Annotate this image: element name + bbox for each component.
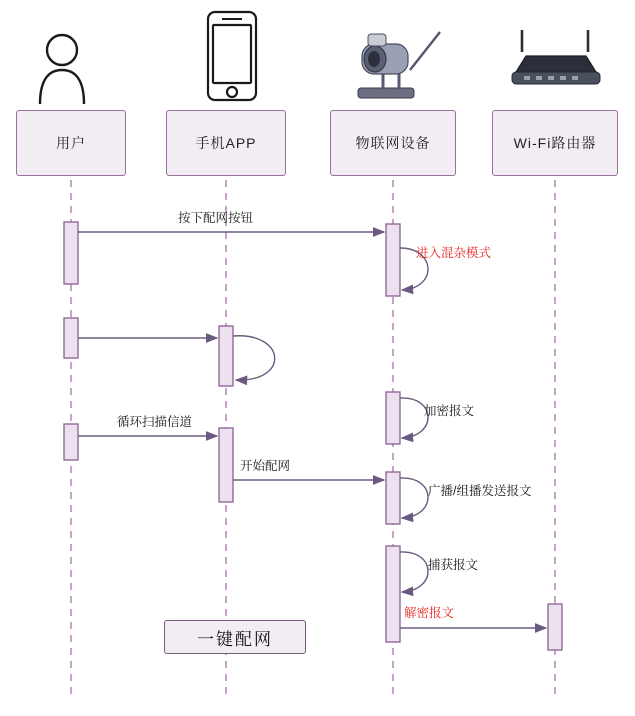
message-label-connect-router: 解密报文 xyxy=(404,606,455,620)
diagram-title-text: 一键配网 xyxy=(197,629,273,649)
lane-label-user: 用户 xyxy=(56,135,86,151)
lane-label-router: Wi-Fi路由器 xyxy=(513,135,597,151)
message-label-press-config-button: 按下配网按钮 xyxy=(178,211,254,225)
message-label-enter-promiscuous-mode: 进入混杂模式 xyxy=(416,246,492,260)
message-label-capture-packet: 广播/组播发送报文 xyxy=(428,484,532,498)
lane-box-router[interactable] xyxy=(492,110,618,176)
lane-box-device[interactable] xyxy=(330,110,456,176)
lane-box-app[interactable] xyxy=(166,110,286,176)
message-label-scan-channels: 加密报文 xyxy=(424,404,475,418)
lane-label-device: 物联网设备 xyxy=(355,135,431,151)
lane-box-user[interactable] xyxy=(16,110,126,176)
message-label-decrypt-packet: 捕获报文 xyxy=(428,558,479,572)
lane-label-app: 手机APP xyxy=(195,135,257,151)
message-label-start-config: 循环扫描信道 xyxy=(117,415,193,429)
ip-camera-icon xyxy=(358,32,440,98)
wifi-router-icon xyxy=(512,30,600,84)
diagram-title xyxy=(164,620,306,654)
message-label-broadcast-packet: 开始配网 xyxy=(240,459,291,473)
person-icon xyxy=(40,35,84,104)
smartphone-icon xyxy=(208,12,256,100)
